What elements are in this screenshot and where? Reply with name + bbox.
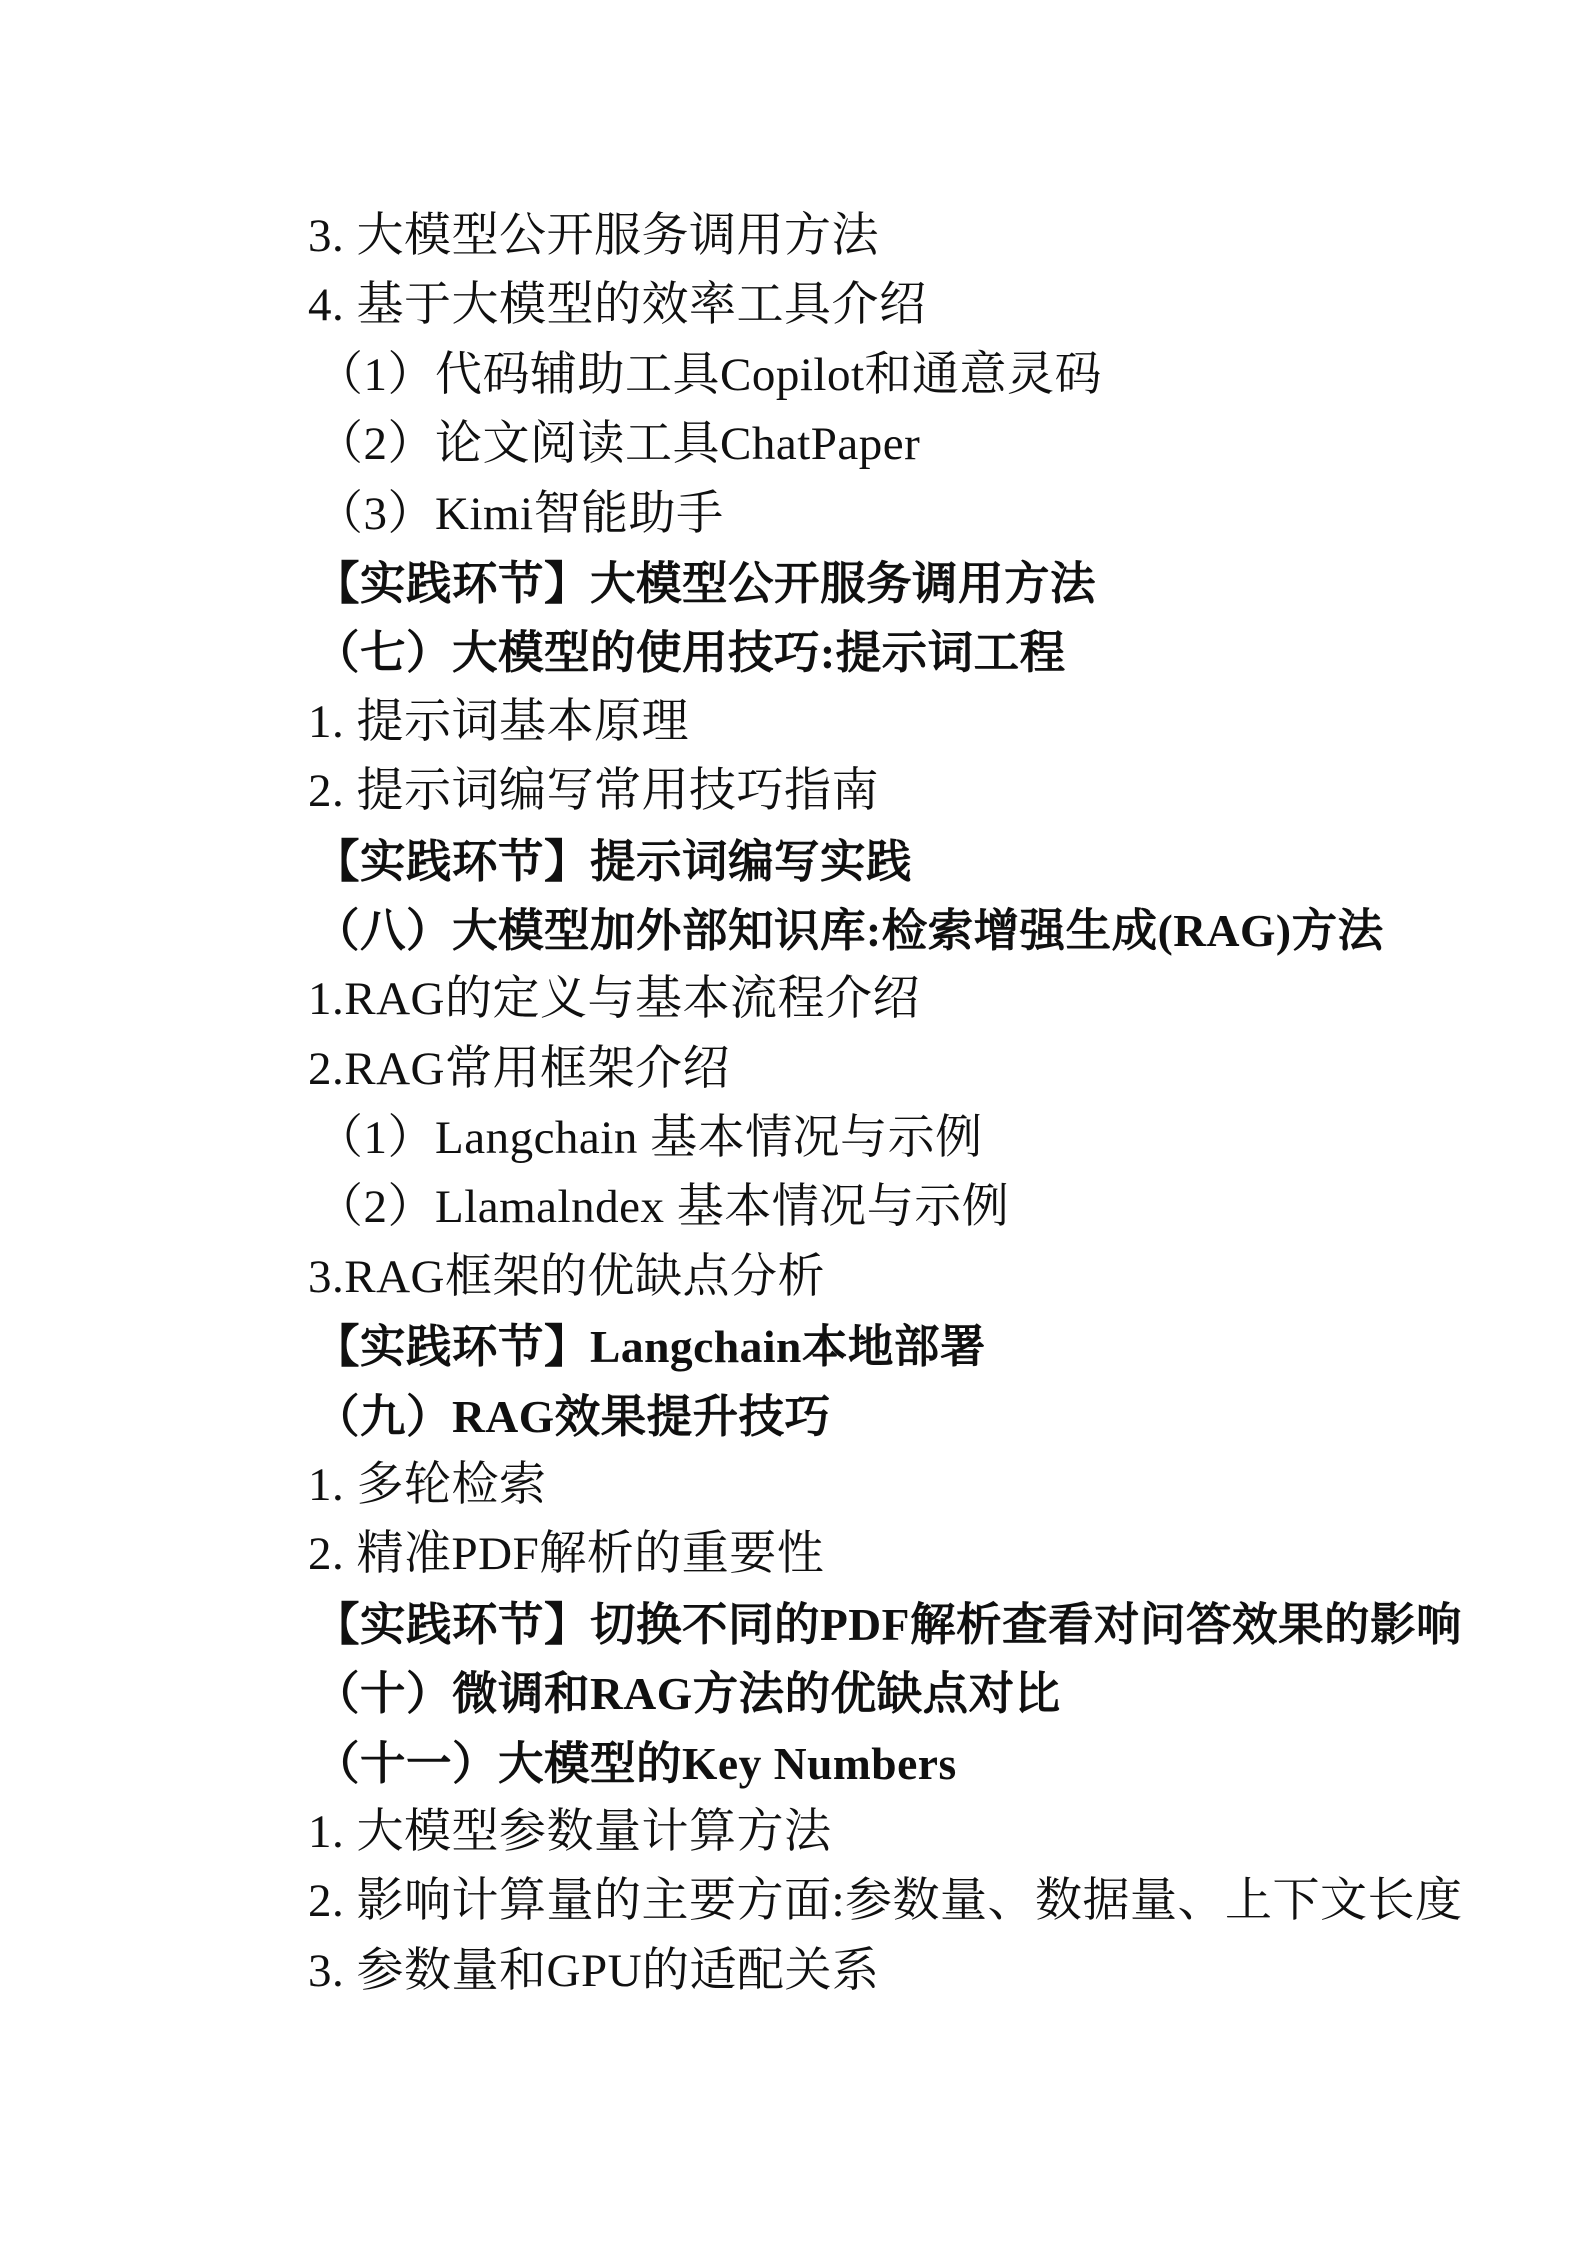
section-heading: 【实践环节】Langchain本地部署 [314,1321,986,1373]
outline-item: 1.RAG的定义与基本流程介绍 [308,973,920,1026]
outline-item: 3.RAG框架的优缺点分析 [308,1250,825,1303]
outline-item: 2. 精准PDF解析的重要性 [308,1528,825,1581]
outline-subitem: （1）Langchain 基本情况与示例 [316,1112,983,1165]
outline-item: 4. 基于大模型的效率工具介绍 [308,279,927,332]
outline-item: 1. 大模型参数量计算方法 [308,1805,832,1858]
outline-subitem: （3）Kimi智能助手 [316,487,724,540]
outline-item: 2. 影响计算量的主要方面:参数量、数据量、上下文长度 [308,1875,1463,1928]
section-heading: （九）RAG效果提升技巧 [314,1390,831,1442]
section-heading: （十一）大模型的Key Numbers [314,1737,957,1789]
section-heading: 【实践环节】提示词编写实践 [314,835,913,887]
outline-item: 3. 参数量和GPU的适配关系 [308,1944,880,1997]
outline-subitem: （1）代码辅助工具Copilot和通意灵码 [316,348,1103,401]
outline-item: 2. 提示词编写常用技巧指南 [308,765,879,818]
section-heading: （八）大模型加外部知识库:检索增强生成(RAG)方法 [314,904,1384,956]
section-heading: （七）大模型的使用技巧:提示词工程 [314,627,1066,679]
outline-item: 3. 大模型公开服务调用方法 [308,210,879,262]
outline-subitem: （2）Llamalndex 基本情况与示例 [316,1181,1010,1234]
section-heading: 【实践环节】大模型公开服务调用方法 [314,557,1097,609]
outline-subitem: （2）论文阅读工具ChatPaper [316,418,921,471]
outline-item: 1. 多轮检索 [308,1459,547,1512]
outline-item: 2.RAG常用框架介绍 [308,1042,730,1095]
outline-item: 1. 提示词基本原理 [308,695,689,748]
section-heading: （十）微调和RAG方法的优缺点对比 [314,1668,1061,1720]
section-heading: 【实践环节】切换不同的PDF解析查看对问答效果的影响 [314,1598,1462,1650]
